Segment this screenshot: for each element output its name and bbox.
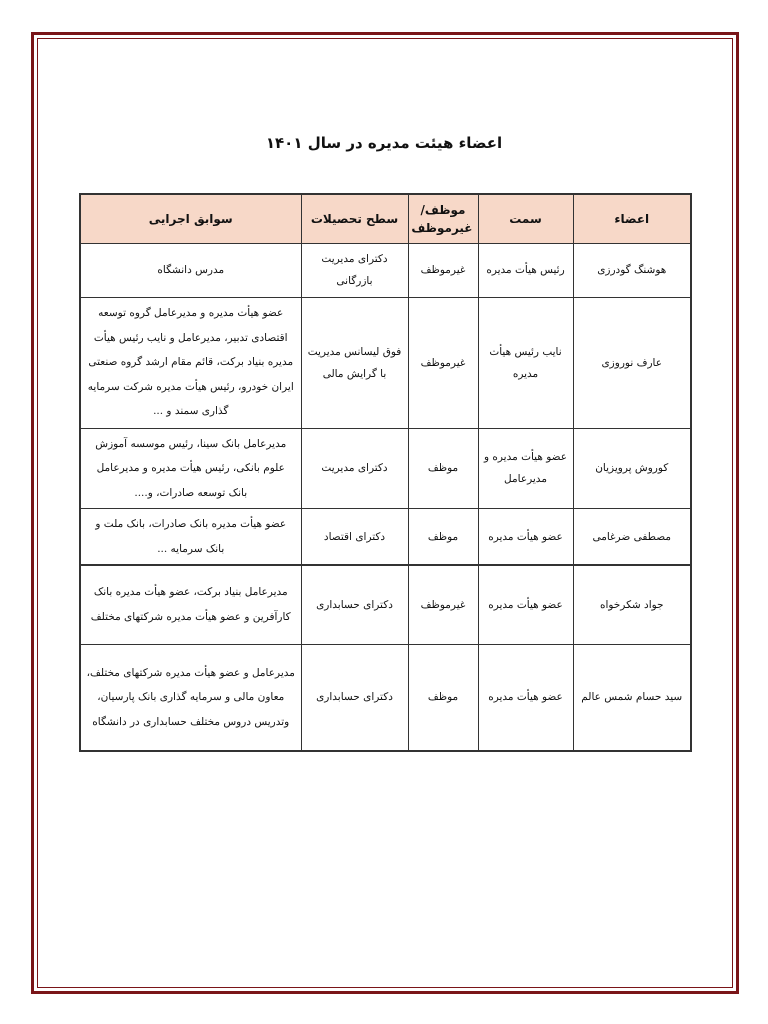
table-row (80, 428, 691, 509)
table-row (80, 297, 691, 428)
cell-record: مدیرعامل و عضو هیأت مدیره شرکتهای مختلف، معاون مالی و سرمایه گذاری بانک پارسیان، وتدریس دروس مختلف حسابداری در دانشگاه (80, 644, 301, 751)
table-row (80, 644, 691, 751)
cell-status: غیرموظف (408, 297, 478, 428)
cell-record: عضو هیأت مدیره بانک صادرات، بانک ملت و بانک سرمایه ... (80, 509, 301, 566)
header-member: اعضاء (573, 194, 691, 243)
cell-member: جواد شکرخواه (573, 565, 691, 644)
cell-record: عضو هیأت مدیره و مدیرعامل گروه توسعه اقتصادی تدبیر، مدیرعامل و نایب رئیس هیأت مدیره بنیاد برکت، قائم مقام ارشد گروه صنعتی ایران خودرو، رئیس هیأت مدیره شرکت سرمایه گذاری سمند و ... (80, 297, 301, 428)
cell-status: موظف (408, 509, 478, 566)
cell-record: مدیرعامل بانک سینا، رئیس موسسه آموزش علوم بانکی، رئیس هیأت مدیره و مدیرعامل بانک توسعه صادرات، و.... (80, 428, 301, 509)
cell-status: موظف (408, 428, 478, 509)
cell-position: نایب رئیس هیأت مدیره (478, 297, 573, 428)
cell-position: عضو هیأت مدیره (478, 565, 573, 644)
cell-member: مصطفی ضرغامی (573, 509, 691, 566)
cell-education: دکترای حسابداری (301, 565, 408, 644)
cell-education: دکترای مدیریت بازرگانی (301, 243, 408, 297)
table-row (80, 565, 691, 644)
cell-member: سید حسام شمس عالم (573, 644, 691, 751)
table-row (80, 243, 691, 297)
cell-member: هوشنگ گودرزی (573, 243, 691, 297)
cell-status: موظف (408, 644, 478, 751)
header-record: سوابق اجرایی (80, 194, 301, 243)
board-members-table (79, 193, 692, 752)
header-education: سطح تحصیلات (301, 194, 408, 243)
table-row (80, 509, 691, 566)
cell-status: غیرموظف (408, 243, 478, 297)
page-title: اعضاء هیئت مدیره در سال ۱۴۰۱ (265, 134, 503, 152)
header-position: سمت (478, 194, 573, 243)
cell-education: دکترای مدیریت (301, 428, 408, 509)
cell-status: غیرموظف (408, 565, 478, 644)
cell-position: عضو هیأت مدیره (478, 509, 573, 566)
cell-position: عضو هیأت مدیره (478, 644, 573, 751)
cell-education: دکترای حسابداری (301, 644, 408, 751)
cell-position: رئیس هیأت مدیره (478, 243, 573, 297)
cell-member: عارف نوروزی (573, 297, 691, 428)
cell-member: کوروش پرویزیان (573, 428, 691, 509)
header-status: موظف/ غیرموظف (408, 194, 478, 243)
cell-education: فوق لیسانس مدیریت با گرایش مالی (301, 297, 408, 428)
cell-record: مدیرعامل بنیاد برکت، عضو هیأت مدیره بانک کارآفرین و عضو هیأت مدیره شرکتهای مختلف (80, 565, 301, 644)
cell-record: مدرس دانشگاه (80, 243, 301, 297)
table-header-row (80, 194, 691, 243)
cell-position: عضو هیأت مدیره و مدیرعامل (478, 428, 573, 509)
cell-education: دکترای اقتصاد (301, 509, 408, 566)
